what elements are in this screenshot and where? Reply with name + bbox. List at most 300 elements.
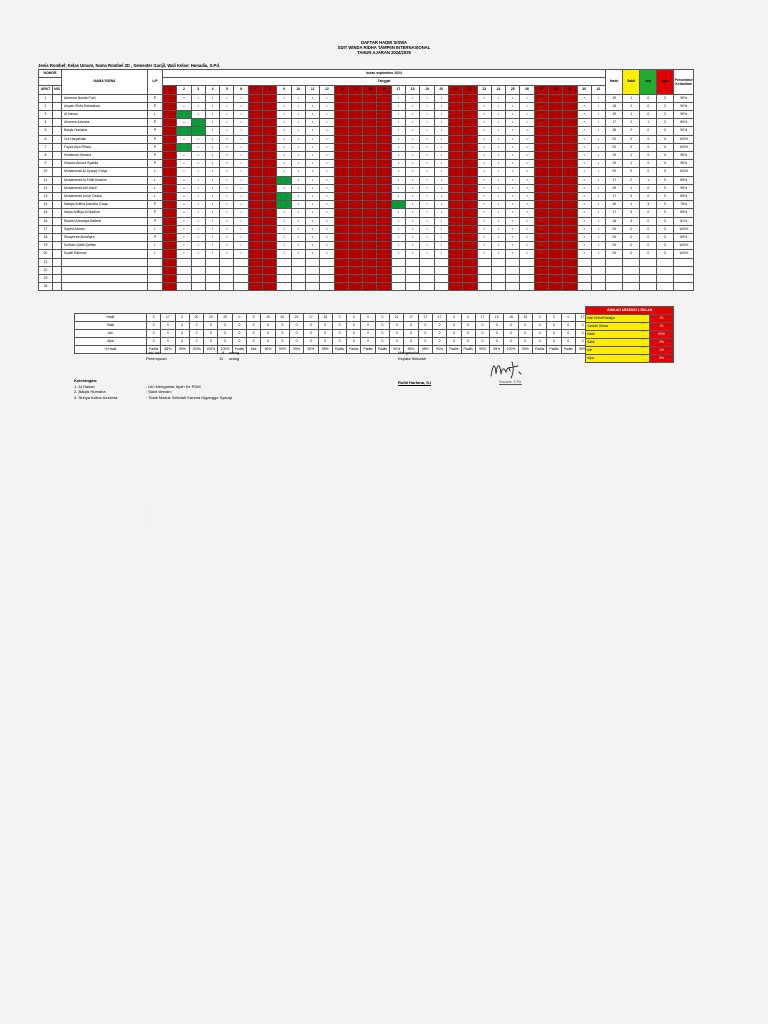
day-mark: •: [591, 201, 605, 209]
day-mark: •: [191, 176, 205, 184]
student-gender: [148, 283, 163, 291]
day-mark: •: [391, 217, 405, 225]
day-mark: [277, 176, 291, 184]
day-mark: [377, 143, 391, 151]
day-mark: [448, 184, 462, 192]
student-gender: P: [148, 102, 163, 110]
summary-value: 0: [404, 322, 418, 330]
day-mark: [363, 266, 377, 274]
day-mark: [334, 160, 348, 168]
school-name: SDIT WINDA RIDHA TAMPIIN INTERNASIONAL: [337, 45, 431, 50]
row-number: 15: [39, 209, 53, 217]
day-mark: [348, 119, 362, 127]
day-mark: [534, 111, 548, 119]
day-mark: [534, 102, 548, 110]
day-mark: •: [277, 111, 291, 119]
row-nis: [53, 250, 62, 258]
row-number: 12: [39, 184, 53, 192]
day-mark: [191, 119, 205, 127]
day-mark: •: [305, 152, 319, 160]
day-mark: •: [491, 184, 505, 192]
day-mark: •: [305, 111, 319, 119]
monthly-total-row: [586, 323, 674, 331]
day-mark: •: [305, 160, 319, 168]
summary-value: 0: [318, 330, 332, 338]
day-mark: •: [291, 127, 305, 135]
day-mark: [563, 176, 577, 184]
day-mark: [434, 266, 448, 274]
day-mark: •: [477, 242, 491, 250]
day-mark: [377, 258, 391, 266]
day-mark: [177, 258, 191, 266]
day-mark: [534, 193, 548, 201]
day-mark: •: [205, 135, 219, 143]
day-mark: [534, 258, 548, 266]
summary-value: 0: [533, 338, 547, 346]
day-mark: [377, 168, 391, 176]
day-mark: [448, 176, 462, 184]
day-mark: [377, 184, 391, 192]
summary-value: 0: [161, 330, 175, 338]
row-number: 23: [39, 275, 53, 283]
total-sakit: [623, 275, 640, 283]
day-mark: [520, 266, 534, 274]
day-mark: [534, 176, 548, 184]
day-mark: [320, 275, 334, 283]
day-mark: [377, 102, 391, 110]
day-mark: •: [420, 94, 434, 102]
header-sakit: Sakit: [623, 70, 640, 95]
attendance-percentage: 75%: [674, 201, 694, 209]
day-mark: •: [420, 250, 434, 258]
row-nis: [53, 94, 62, 102]
day-mark: [491, 258, 505, 266]
day-mark: [163, 152, 177, 160]
row-number: 14: [39, 201, 53, 209]
summary-value: 0: [561, 330, 575, 338]
day-mark: [549, 94, 563, 102]
day-mark: •: [234, 184, 248, 192]
row-nis: [53, 143, 62, 151]
day-mark: •: [177, 135, 191, 143]
day-mark: •: [420, 234, 434, 242]
summary-value: 0: [204, 338, 218, 346]
total-sakit: 2: [623, 176, 640, 184]
day-mark: [248, 258, 262, 266]
total-izin: 0: [640, 250, 657, 258]
summary-value: 0: [175, 314, 189, 322]
day-mark: •: [305, 135, 319, 143]
day-mark: •: [520, 168, 534, 176]
day-mark: [549, 135, 563, 143]
total-sakit: 1: [623, 111, 640, 119]
day-mark: [377, 111, 391, 119]
day-mark: [334, 193, 348, 201]
day-mark: •: [420, 209, 434, 217]
day-mark: •: [406, 225, 420, 233]
day-mark: [334, 283, 348, 291]
summary-value: 0: [289, 330, 303, 338]
day-mark: •: [234, 176, 248, 184]
day-mark: •: [577, 234, 591, 242]
day-mark: •: [391, 184, 405, 192]
day-mark: [248, 111, 262, 119]
header-persentase: Persentase Kehadiran: [674, 70, 694, 95]
day-mark: [277, 266, 291, 274]
day-mark: [363, 283, 377, 291]
day-mark: [363, 94, 377, 102]
day-mark: •: [520, 127, 534, 135]
day-mark: •: [234, 168, 248, 176]
row-nis: [53, 176, 62, 184]
day-mark: •: [491, 225, 505, 233]
day-mark: •: [506, 160, 520, 168]
student-gender: P: [148, 119, 163, 127]
total-alpa: [657, 275, 674, 283]
day-mark: [348, 242, 362, 250]
summary-label: Alpa: [75, 338, 147, 346]
day-mark: •: [477, 234, 491, 242]
day-mark: •: [577, 225, 591, 233]
row-nis: [53, 160, 62, 168]
day-mark: [534, 127, 548, 135]
day-mark: [205, 283, 219, 291]
monthly-total-label: Hari Efektif Belajar: [586, 315, 650, 323]
day-mark: •: [491, 242, 505, 250]
day-mark: •: [277, 143, 291, 151]
day-mark: [377, 201, 391, 209]
day-mark: •: [491, 152, 505, 160]
day-mark: [463, 143, 477, 151]
day-mark: [248, 283, 262, 291]
day-mark: [348, 143, 362, 151]
summary-value: 0: [304, 322, 318, 330]
summary-value: 0: [561, 338, 575, 346]
monthly-total-value: 20: [650, 323, 674, 331]
day-mark: [406, 283, 420, 291]
student-gender: P: [148, 234, 163, 242]
day-mark: •: [477, 119, 491, 127]
day-mark: [163, 102, 177, 110]
day-mark: [463, 258, 477, 266]
total-hadir: 19: [606, 111, 623, 119]
day-mark: [363, 234, 377, 242]
summary-value: 17: [575, 314, 589, 322]
student-name: Sulthan Qalbi Qathiin: [62, 242, 148, 250]
day-mark: •: [391, 242, 405, 250]
attendance-percentage: [674, 275, 694, 283]
day-mark: [448, 275, 462, 283]
day-mark: •: [591, 225, 605, 233]
summary-value: 0: [432, 338, 446, 346]
day-mark: •: [477, 160, 491, 168]
day-mark: •: [234, 102, 248, 110]
day-mark: •: [520, 250, 534, 258]
day-mark: •: [520, 217, 534, 225]
day-mark: •: [491, 217, 505, 225]
day-mark: [448, 201, 462, 209]
student-name: Syakil Rahman: [62, 250, 148, 258]
day-mark: •: [520, 209, 534, 217]
day-mark: •: [320, 160, 334, 168]
day-mark: [549, 102, 563, 110]
attendance-percentage: [674, 283, 694, 291]
monthly-total-label: Alpa: [586, 355, 650, 363]
day-mark: [263, 119, 277, 127]
day-mark: •: [577, 119, 591, 127]
table-row: [39, 242, 694, 250]
day-mark: [248, 94, 262, 102]
day-mark: [534, 234, 548, 242]
header-day: 13: [334, 86, 348, 94]
day-mark: •: [591, 111, 605, 119]
row-nis: [53, 152, 62, 160]
table-row: [39, 266, 694, 274]
summary-value: 20: [218, 314, 232, 322]
day-mark: [577, 258, 591, 266]
row-nis: [53, 135, 62, 143]
summary-value: 0: [347, 314, 361, 322]
day-mark: •: [205, 225, 219, 233]
total-sakit: 0: [623, 250, 640, 258]
note-item: [74, 394, 232, 401]
summary-value: 0: [161, 322, 175, 330]
day-mark: [391, 266, 405, 274]
day-mark: •: [177, 217, 191, 225]
row-number: 10: [39, 168, 53, 176]
summary-value: 0: [447, 330, 461, 338]
summary-value: 0: [475, 322, 489, 330]
day-mark: [348, 127, 362, 135]
summary-value: Padlis: [447, 346, 461, 354]
day-mark: [448, 94, 462, 102]
day-mark: •: [477, 135, 491, 143]
day-mark: •: [234, 193, 248, 201]
day-mark: •: [191, 160, 205, 168]
day-mark: •: [234, 242, 248, 250]
day-mark: [563, 250, 577, 258]
summary-value: 0: [561, 322, 575, 330]
day-mark: [420, 283, 434, 291]
day-mark: •: [177, 168, 191, 176]
day-mark: [163, 275, 177, 283]
day-mark: [248, 201, 262, 209]
total-hadir: 17: [606, 193, 623, 201]
day-mark: •: [177, 94, 191, 102]
summary-value: 0: [547, 330, 561, 338]
day-mark: •: [205, 160, 219, 168]
day-mark: •: [577, 217, 591, 225]
day-mark: •: [420, 168, 434, 176]
day-mark: [549, 266, 563, 274]
day-mark: [348, 168, 362, 176]
summary-value: 0: [147, 322, 161, 330]
summary-value: 0: [547, 338, 561, 346]
summary-value: 0: [275, 338, 289, 346]
day-mark: •: [277, 217, 291, 225]
day-mark: •: [491, 127, 505, 135]
day-mark: •: [220, 94, 234, 102]
day-mark: [234, 283, 248, 291]
day-mark: •: [577, 102, 591, 110]
summary-value: 21: [390, 314, 404, 322]
total-izin: 0: [640, 168, 657, 176]
day-mark: [477, 266, 491, 274]
day-mark: [191, 258, 205, 266]
day-mark: [534, 266, 548, 274]
day-mark: •: [506, 234, 520, 242]
day-mark: •: [420, 160, 434, 168]
day-mark: •: [305, 217, 319, 225]
day-mark: •: [391, 250, 405, 258]
summary-value: 0: [447, 322, 461, 330]
row-number: 16: [39, 217, 53, 225]
total-hadir: 19: [606, 94, 623, 102]
day-mark: •: [477, 168, 491, 176]
summary-value: 0: [390, 338, 404, 346]
day-mark: •: [520, 160, 534, 168]
total-sakit: [623, 258, 640, 266]
header-day: 31: [591, 86, 605, 94]
header-day: 19: [420, 86, 434, 94]
day-mark: [463, 160, 477, 168]
summary-value: 0: [161, 338, 175, 346]
student-gender: P: [148, 94, 163, 102]
day-mark: •: [406, 242, 420, 250]
day-mark: [363, 102, 377, 110]
signature-left-name: Roliti Harfana, S.I: [398, 380, 432, 385]
day-mark: [434, 258, 448, 266]
summary-value: 0: [189, 338, 203, 346]
summary-value: 0: [461, 338, 475, 346]
day-mark: •: [391, 168, 405, 176]
day-mark: [220, 275, 234, 283]
day-mark: •: [177, 209, 191, 217]
header-nomor: NOMOR: [39, 70, 62, 78]
day-mark: [263, 225, 277, 233]
day-mark: •: [520, 143, 534, 151]
day-mark: •: [177, 160, 191, 168]
day-mark: •: [406, 184, 420, 192]
day-mark: •: [406, 201, 420, 209]
day-mark: [377, 127, 391, 135]
day-mark: •: [420, 135, 434, 143]
day-mark: •: [577, 143, 591, 151]
monthly-total-value: 1%: [650, 347, 674, 355]
day-mark: [291, 275, 305, 283]
day-mark: •: [320, 119, 334, 127]
day-mark: [434, 275, 448, 283]
summary-value: 20: [189, 314, 203, 322]
summary-value: 0: [418, 338, 432, 346]
note-text: : Sakit demam: [146, 389, 172, 395]
day-mark: [448, 250, 462, 258]
summary-value: 100%: [218, 346, 232, 354]
total-alpa: 0: [657, 127, 674, 135]
total-hadir: 16: [606, 201, 623, 209]
day-mark: •: [205, 201, 219, 209]
signature-right-name: Hunadia, S.Pd.: [499, 380, 522, 384]
total-izin: 0: [640, 127, 657, 135]
day-mark: •: [520, 152, 534, 160]
day-mark: [377, 275, 391, 283]
day-mark: [463, 217, 477, 225]
day-mark: [220, 266, 234, 274]
day-mark: •: [391, 176, 405, 184]
day-mark: •: [391, 193, 405, 201]
day-mark: •: [420, 201, 434, 209]
day-mark: •: [291, 225, 305, 233]
day-mark: •: [391, 94, 405, 102]
day-mark: [363, 184, 377, 192]
day-mark: •: [434, 193, 448, 201]
day-mark: •: [191, 135, 205, 143]
monthly-total-row: [586, 331, 674, 339]
day-mark: •: [506, 242, 520, 250]
day-mark: [549, 111, 563, 119]
day-mark: [577, 266, 591, 274]
table-row: [39, 152, 694, 160]
day-mark: •: [506, 217, 520, 225]
total-izin: 0: [640, 111, 657, 119]
day-mark: •: [520, 111, 534, 119]
day-mark: [248, 160, 262, 168]
notes-section: [74, 378, 232, 400]
attendance-percentage: 95%: [674, 152, 694, 160]
total-izin: 0: [640, 234, 657, 242]
day-mark: •: [491, 160, 505, 168]
total-hadir: 20: [606, 135, 623, 143]
day-mark: [320, 266, 334, 274]
day-mark: •: [205, 143, 219, 151]
day-mark: [463, 168, 477, 176]
day-mark: •: [191, 94, 205, 102]
day-mark: •: [320, 176, 334, 184]
student-name: Khanza Amora Syakila: [62, 160, 148, 168]
row-number: 22: [39, 266, 53, 274]
day-mark: •: [305, 102, 319, 110]
total-alpa: 0: [657, 242, 674, 250]
day-mark: [363, 242, 377, 250]
student-name: Nayla Adfitya Al Madina: [62, 209, 148, 217]
day-mark: [463, 283, 477, 291]
day-mark: [463, 102, 477, 110]
day-mark: •: [406, 193, 420, 201]
header-day: 18: [406, 86, 420, 94]
row-nis: [53, 283, 62, 291]
day-mark: •: [205, 102, 219, 110]
header-day: 8: [263, 86, 277, 94]
day-mark: [520, 283, 534, 291]
header-day: 12: [320, 86, 334, 94]
attendance-percentage: 95%: [674, 111, 694, 119]
gender-female-label: Perempuan: [146, 356, 167, 361]
day-mark: [534, 119, 548, 127]
day-mark: •: [291, 176, 305, 184]
day-mark: •: [191, 152, 205, 160]
day-mark: •: [406, 209, 420, 217]
day-mark: •: [391, 119, 405, 127]
student-gender: L: [148, 193, 163, 201]
summary-value: 0: [289, 322, 303, 330]
summary-value: Padlis: [461, 346, 475, 354]
day-mark: [577, 275, 591, 283]
day-mark: [534, 225, 548, 233]
summary-value: 0: [218, 330, 232, 338]
day-mark: •: [277, 102, 291, 110]
day-mark: [520, 258, 534, 266]
day-mark: [448, 234, 462, 242]
